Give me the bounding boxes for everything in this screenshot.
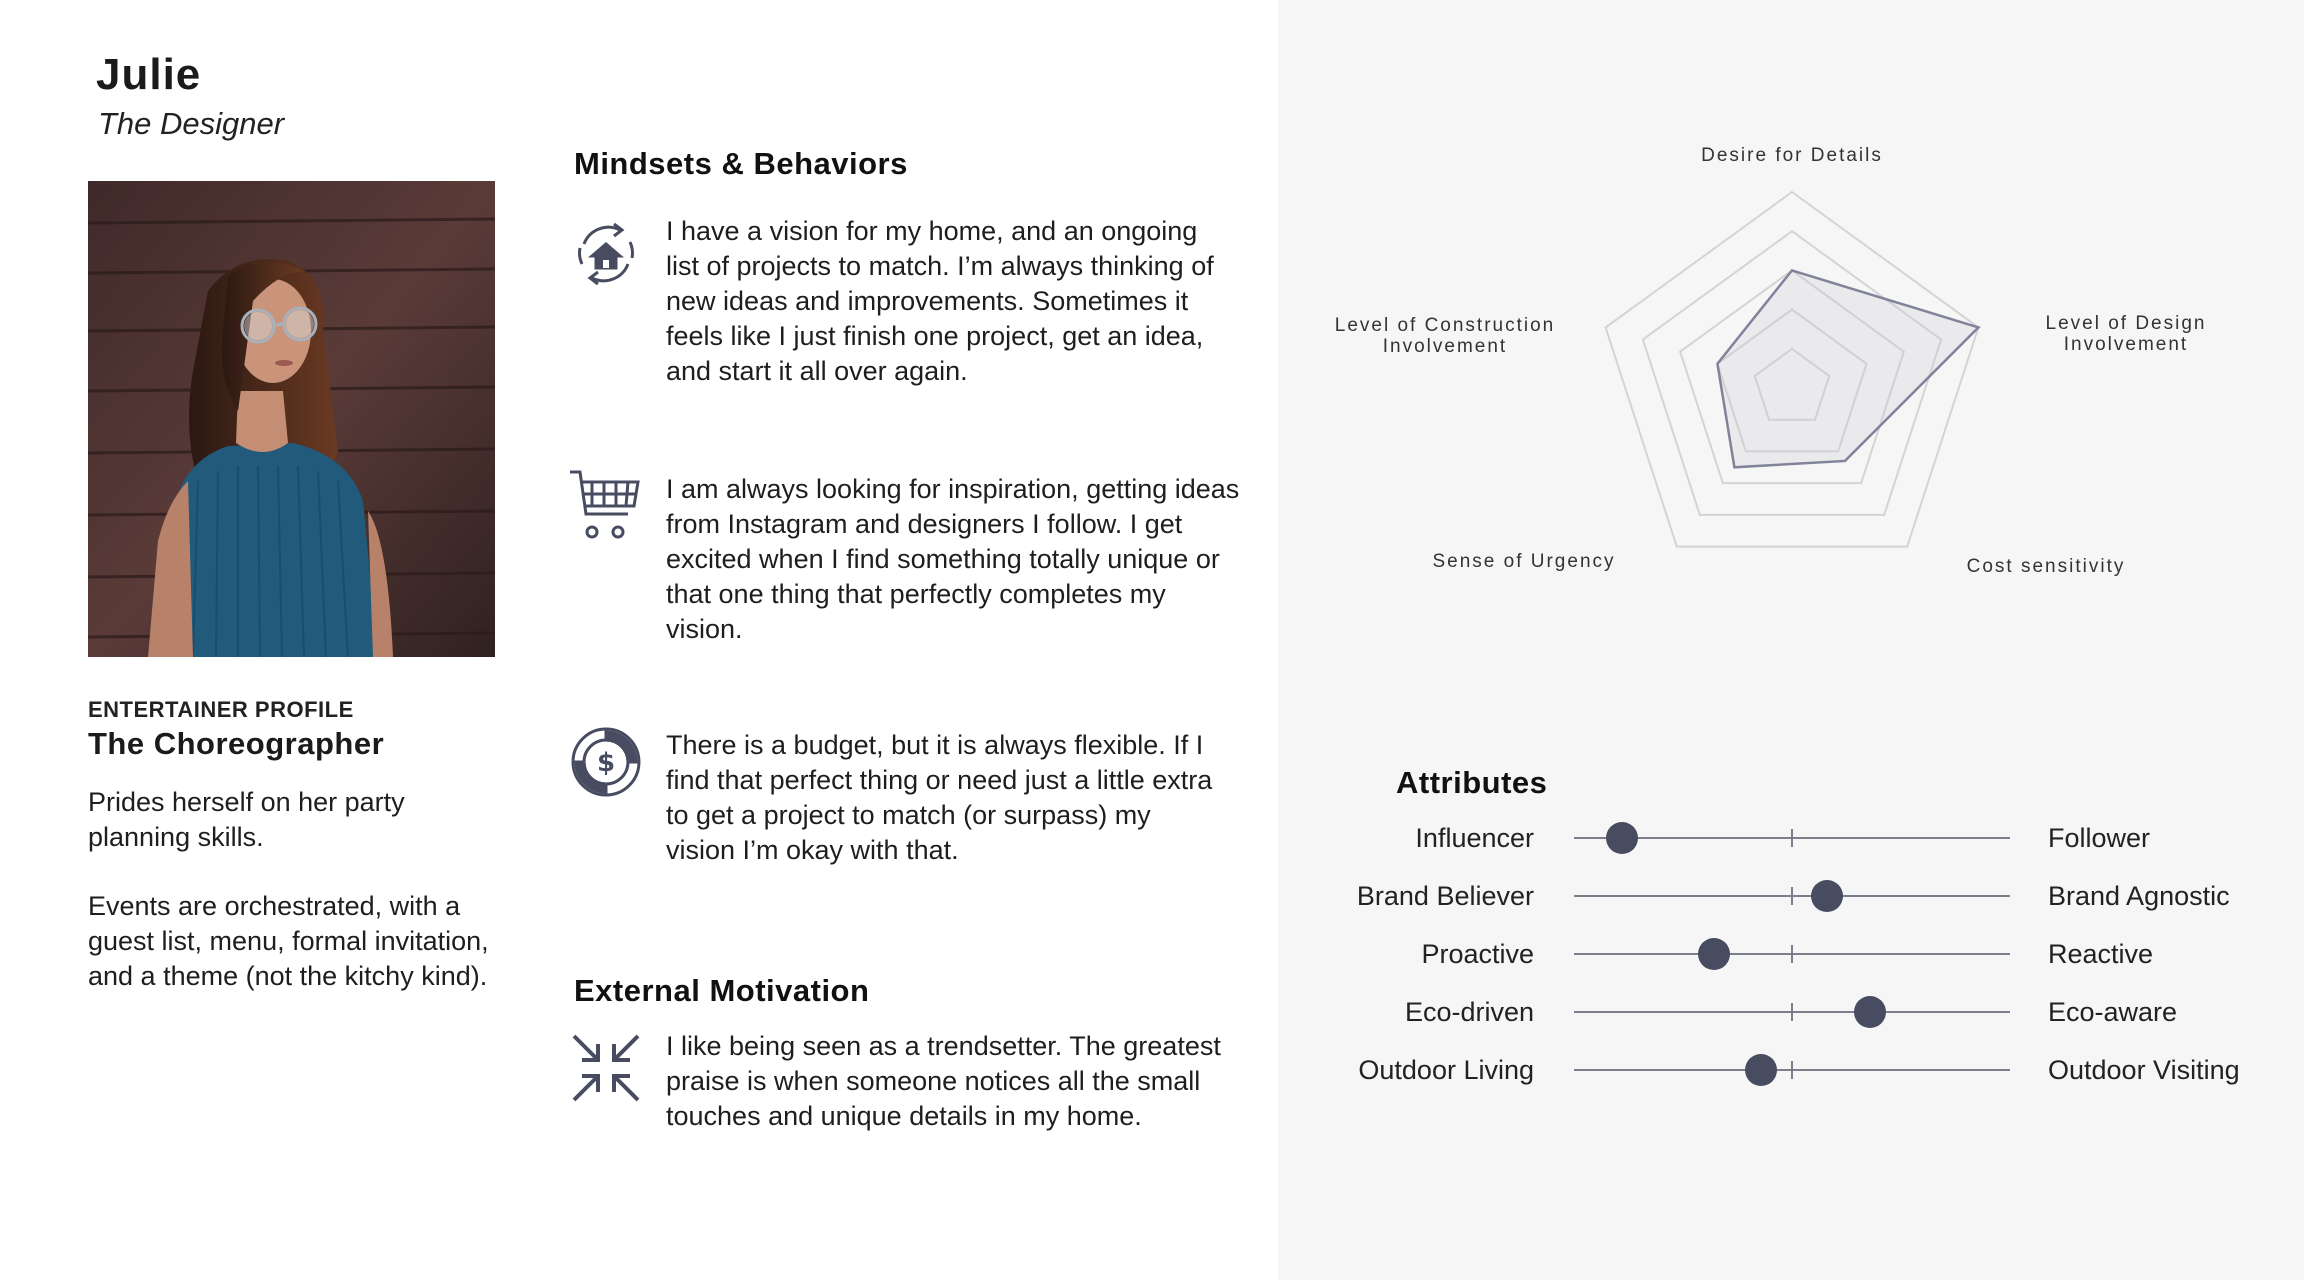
external-motivation-text: I like being seen as a trendsetter. The greatest praise is when someone notices all the small touches and unique details in my home. — [666, 1031, 1221, 1131]
attribute-slider-knob[interactable] — [1811, 880, 1843, 912]
attribute-right-label: Eco-aware — [2048, 997, 2178, 1027]
attribute-left-label: Brand Believer — [1356, 881, 1534, 911]
svg-text:$: $ — [596, 748, 616, 778]
mindset-text-1: I have a vision for my home, and an ongoing list of projects to match. I’m always thinking of new ideas and improvements. Sometimes it feels like I just finish one project, get an idea, and start it all over again. — [666, 216, 1214, 386]
budget-dollar-icon — [570, 726, 642, 798]
attribute-midpoint-tick — [1791, 945, 1793, 963]
entertainer-profile-label: ENTERTAINER PROFILE — [88, 697, 354, 722]
attribute-right-label: Reactive — [2048, 939, 2154, 969]
radar-axis-label: Desire for Details — [1701, 145, 1883, 166]
attributes-heading: Attributes — [1396, 765, 1548, 800]
portrait-image — [88, 181, 495, 657]
attribute-slider-knob[interactable] — [1854, 996, 1886, 1028]
attribute-right-label: Outdoor Visiting — [2048, 1055, 2240, 1085]
attribute-row — [1278, 1050, 2304, 1090]
radar-axis-label: Level of Construction Involvement — [1334, 315, 1556, 357]
attribute-left-label: Outdoor Living — [1358, 1055, 1534, 1085]
mindset-text-2: I am always looking for inspiration, getting ideas from Instagram and designers I follow. I get excited when I find something totally unique or that one thing that perfectly completes my vision. — [666, 474, 1240, 644]
attribute-midpoint-tick — [1791, 1003, 1793, 1021]
entertainer-description-2: Events are orchestrated, with a guest list, menu, formal invitation, and a theme (not the kitchy kind). — [88, 891, 489, 991]
attribute-slider-knob[interactable] — [1606, 822, 1638, 854]
entertainer-description-1: Prides herself on her party planning skills. — [88, 787, 405, 852]
persona-role: The Designer — [98, 106, 285, 141]
shopping-cart-icon — [568, 470, 640, 542]
entertainer-profile-title: The Choreographer — [88, 726, 385, 761]
attribute-midpoint-tick — [1791, 887, 1793, 905]
attribute-right-label: Follower — [2048, 823, 2151, 853]
attribute-midpoint-tick — [1791, 1061, 1793, 1079]
attribute-right-label: Brand Agnostic — [2048, 881, 2230, 911]
mindset-text-3: There is a budget, but it is always flexible. If I find that perfect thing or need just a little extra to get a project to match (or surpass) my vision I’m okay with that. — [666, 730, 1213, 865]
persona-photo — [88, 181, 495, 657]
attribute-row — [1278, 818, 2304, 858]
attribute-slider-knob[interactable] — [1745, 1054, 1777, 1086]
attribute-left-label: Proactive — [1421, 939, 1534, 969]
arrows-inward-icon — [570, 1032, 642, 1104]
attribute-midpoint-tick — [1791, 829, 1793, 847]
attribute-slider-knob[interactable] — [1698, 938, 1730, 970]
radar-axis-label: Cost sensitivity — [1966, 556, 2126, 577]
attribute-left-label: Eco-driven — [1404, 997, 1534, 1027]
attribute-row — [1278, 992, 2304, 1032]
persona-name: Julie — [96, 50, 202, 99]
radar-axis-label: Level of Design Involvement — [2045, 313, 2207, 355]
home-cycle-icon — [570, 218, 642, 290]
mindsets-heading: Mindsets & Behaviors — [574, 146, 908, 181]
attribute-row — [1278, 876, 2304, 916]
radar-axis-label: Sense of Urgency — [1432, 551, 1616, 572]
attribute-left-label: Influencer — [1415, 823, 1534, 853]
external-motivation-heading: External Motivation — [574, 973, 870, 1008]
attribute-row — [1278, 934, 2304, 974]
